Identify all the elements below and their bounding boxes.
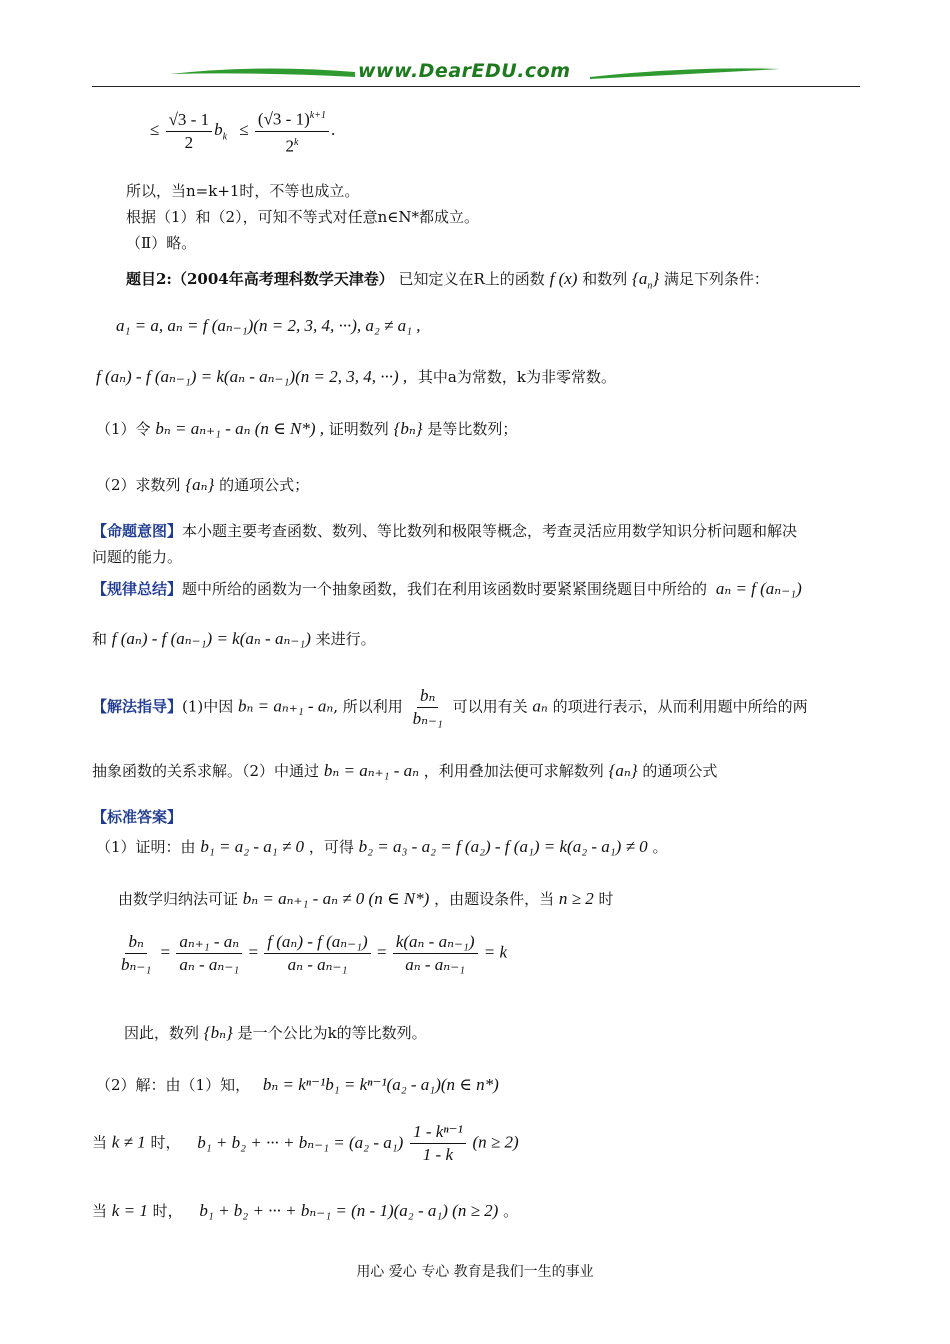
so-line: 所以，当n=k+1时，不等也成立。 (126, 182, 360, 200)
answer-tag: 【标准答案】 (92, 808, 183, 826)
conclusion-line: 根据（1）和（2），可知不等式对任意n∈N*都成立。 (126, 208, 479, 226)
therefore-line: 因此，数列 {bₙ} 是一个公比为k的等比数列。 (124, 1023, 427, 1042)
case-k-not-1: 当 k ≠ 1 时， b₁ + b₂ + ··· + bₙ₋₁ = (a₂ - a₁) $\frac{\text{1 - kⁿ⁻¹}}{1 - k}$ (n ≥ 2) (92, 1122, 519, 1164)
case-k-eq-1: 当 k = 1 时， b₁ + b₂ + ··· + bₙ₋₁ = (n - 1)(a₂ - a₁) (n ≥ 2) 。 (92, 1201, 519, 1220)
header-rule (92, 86, 860, 87)
condition-2: f (aₙ) - f (aₙ₋₁) = k(aₙ - aₙ₋₁)(n = 2, 3, 4, ···) , (96, 367, 408, 386)
method-line-1: 【解法指导】(1)中因 bₙ = aₙ₊₁ - aₙ, 所以利用 $\frac{\text{bₙ}}{\text{bₙ₋₁}}$ 可以用有关 aₙ 的项进行表示，从而利用题中所给的两 (92, 686, 808, 728)
method-fraction: $\frac{\text{bₙ}}{\text{bₙ₋₁}}$ (412, 686, 443, 728)
question2-title-line: 题目2:（2004年高考理科数学天津卷） 已知定义在R上的函数 f (x) 和数列 $\{a_n\}$ 满足下列条件： (126, 269, 769, 292)
answer-part1-line: （1）证明：由 b₁ = a₂ - a₁ ≠ 0 ，可得 b₂ = a₃ - a₂ = f (a₂) - f (a₁) = k(a₂ - a₁) ≠ 0 。 (96, 837, 668, 856)
problem-part2: （2）求数列 {aₙ} 的通项公式； (96, 475, 310, 494)
intent-tag: 【命题意图】 (92, 522, 183, 540)
induction-line: 由数学归纳法可证 bₙ = aₙ₊₁ - aₙ ≠ 0 (n ∈ N*) ，由题设条件，当 n ≥ 2 时 (118, 889, 614, 908)
rule-line-1: 【规律总结】题中所给的函数为一个抽象函数，我们在利用该函数时要紧紧围绕题目中所给的 aₙ = f (aₙ₋₁) (92, 579, 802, 598)
condition-1: a₁ = a, aₙ = f (aₙ₋₁)(n = 2, 3, 4, ···), a₂ ≠ a₁ , (116, 316, 421, 335)
method-line-2: 抽象函数的关系求解。（2）中通过 bₙ = aₙ₊₁ - aₙ ，利用叠加法便可求解数列 {aₙ} 的通项公式 (92, 761, 718, 780)
problem-part1: （1）令 bₙ = aₙ₊₁ - aₙ (n ∈ N*) , 证明数列 {bₙ} 是等比数列； (96, 419, 518, 438)
page-footer: 用心 爱心 专心 教育是我们一生的事业 (356, 1264, 594, 1280)
method-tag: 【解法指导】 (92, 697, 183, 716)
part2-line: （Ⅱ）略。 (126, 234, 197, 252)
ratio-chain: $\frac{\text{bₙ}}{\text{bₙ₋₁}}$ = $\frac{\text{aₙ₊₁ - aₙ}}{\text{aₙ - aₙ₋₁}}$ = $\frac{\text{f (aₙ) - f (aₙ₋₁)}}{\text{aₙ - aₙ₋₁}}$ = $\frac{\text{k(aₙ - aₙ₋₁)}}{\text{aₙ - aₙ₋₁}}$ = k (121, 932, 508, 974)
intent-line-1: 【命题意图】本小题主要考查函数、数列、等比数列和极限等概念，考查灵活应用数学知识分析问题和解决 (92, 522, 798, 540)
top-inequality: ≤ $\frac{√3 - 1}{2}$ $b_k$ ≤ $\frac{(√3 - 1)^{k+1}}{2^k}$ . (150, 106, 335, 156)
question2-title: 题目2:（2004年高考理科数学天津卷） (126, 270, 394, 288)
condition-2-line: f (aₙ) - f (aₙ₋₁) = k(aₙ - aₙ₋₁)(n = 2, 3, 4, ···) , 其中a为常数，k为非零常数。 (96, 367, 616, 386)
intent-line-2: 问题的能力。 (92, 548, 183, 566)
rule-tag: 【规律总结】 (92, 580, 183, 598)
rule-line-2: 和 f (aₙ) - f (aₙ₋₁) = k(aₙ - aₙ₋₁) 来进行。 (92, 629, 376, 648)
logo-text: www.DearEDU.com (358, 60, 571, 82)
header-logo (170, 60, 780, 86)
answer-part2-line: （2）解：由（1）知， bₙ = kⁿ⁻¹b₁ = kⁿ⁻¹(a₂ - a₁)(n ∈ n*) (96, 1075, 499, 1094)
